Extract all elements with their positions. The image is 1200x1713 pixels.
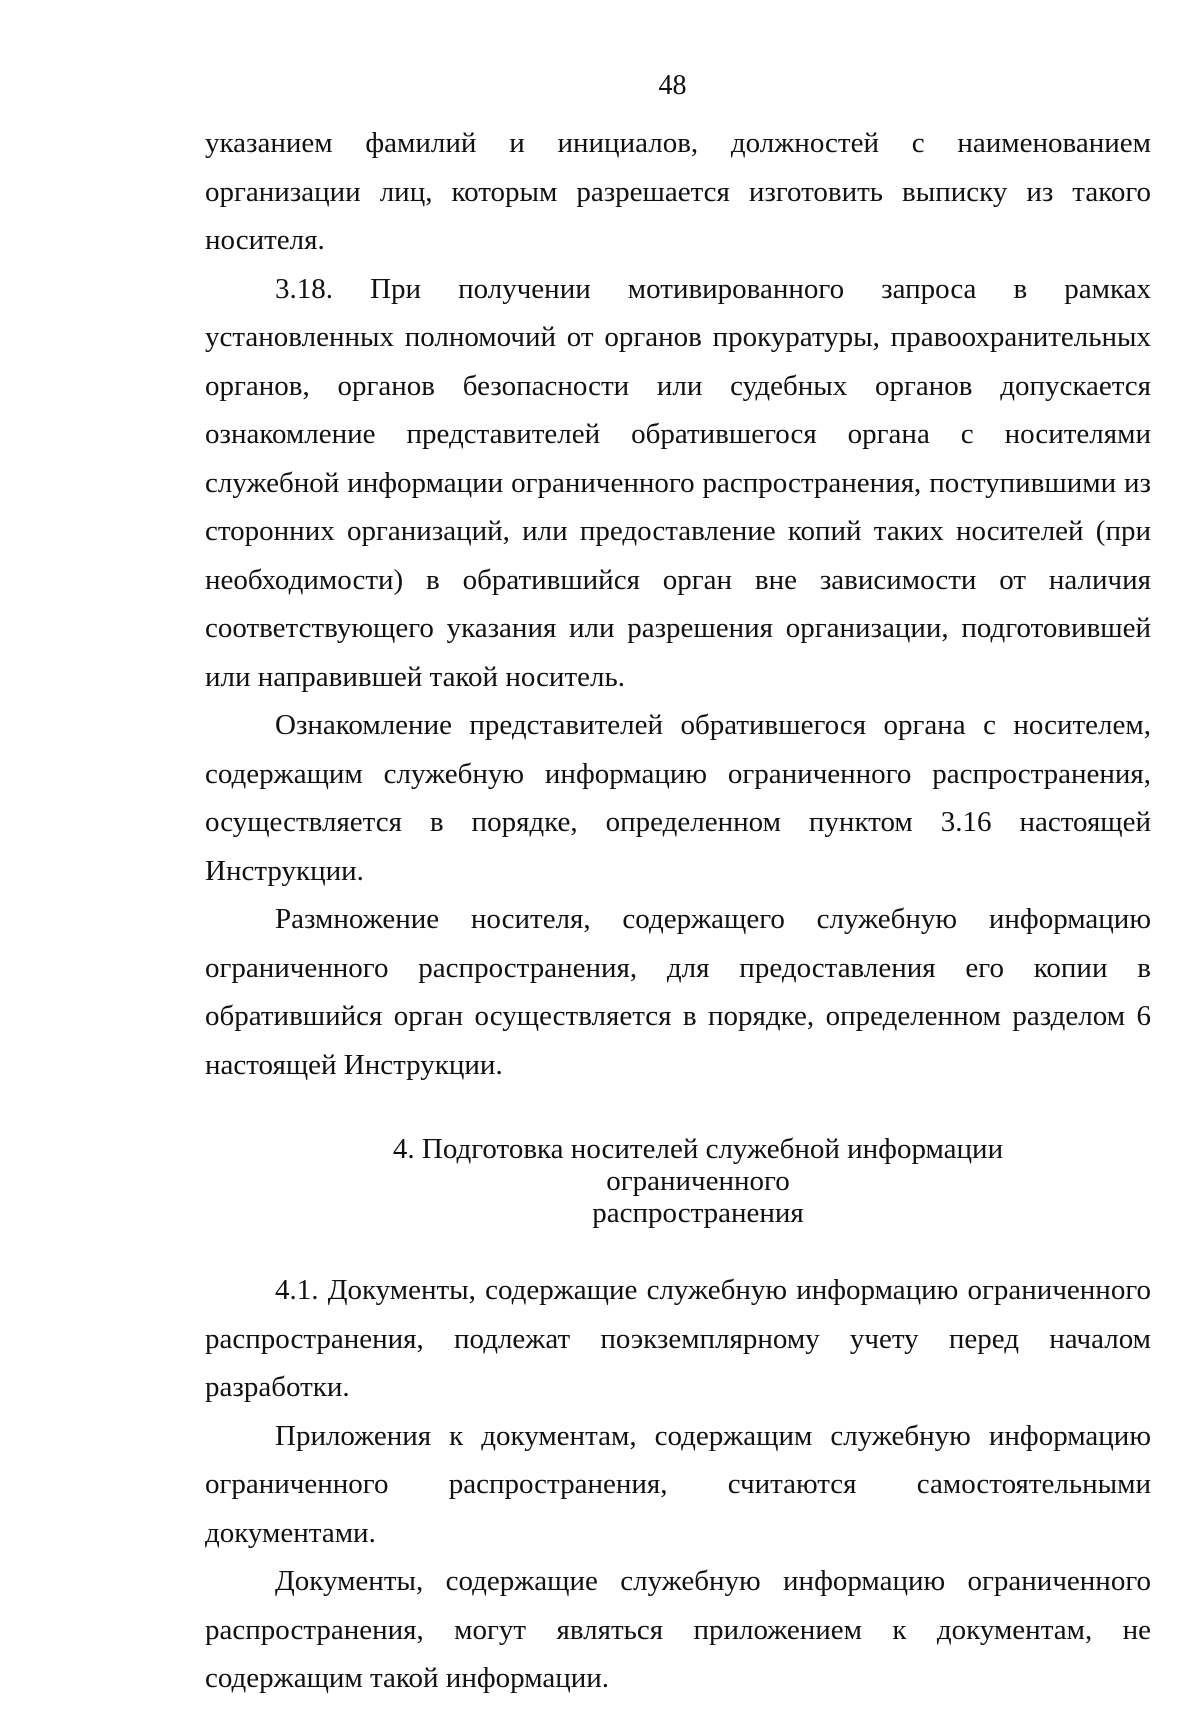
paragraph-reproduction: Размножение носителя, содержащего служебную информацию ограниченного распространения, для предоставления его копии в обратившийся орган осуществляется в порядке, определенном разделом 6 настоящей Инструкции. [205, 903, 1151, 1081]
paragraph-attachments: Приложения к документам, содержащим служебную информацию ограниченного распространения, считаются самостоятельными документами. [205, 1419, 1151, 1549]
section-heading-line-1: 4. Подготовка носителей служебной информации ограниченного [392, 1133, 1004, 1197]
paragraph-documents-as-attachments: Документы, содержащие служебную информацию ограниченного распространения, могут являться приложением к документам, не содержащим такой информации. [205, 1565, 1151, 1694]
document-body [205, 119, 1151, 1703]
page-number: 48 [658, 70, 687, 101]
section-heading-line-2: распространения [592, 1197, 804, 1229]
paragraph-continuation: указанием фамилий и инициалов, должностей с наименованием организации лиц, которым разрешается изготовить выписку из такого носителя. [205, 127, 1151, 256]
paragraph-familiarization: Ознакомление представителей обратившегося органа с носителем, содержащим служебную информацию ограниченного распространения, осуществляется в порядке, определенном пунктом 3.16 настоящей Инструкции. [205, 709, 1151, 887]
paragraph-3-18: 3.18. При получении мотивированного запроса в рамках установленных полномочий от органов прокуратуры, правоохранительных органов, органов безопасности или судебных органов допускается ознакомление представителей обратившегося органа с носителями служебной информации ограниченного распространения, поступившими из сторонних организаций, или предоставление копий таких носителей (при необходимости) в обратившийся орган вне зависимости от наличия соответствующего указания или разрешения организации, подготовившей или направившей такой носитель. [205, 272, 1151, 693]
paragraph-4-1: 4.1. Документы, содержащие служебную информацию ограниченного распространения, подлежат поэкземплярному учету перед началом разработки. [205, 1274, 1151, 1403]
section-heading [205, 1133, 1151, 1229]
